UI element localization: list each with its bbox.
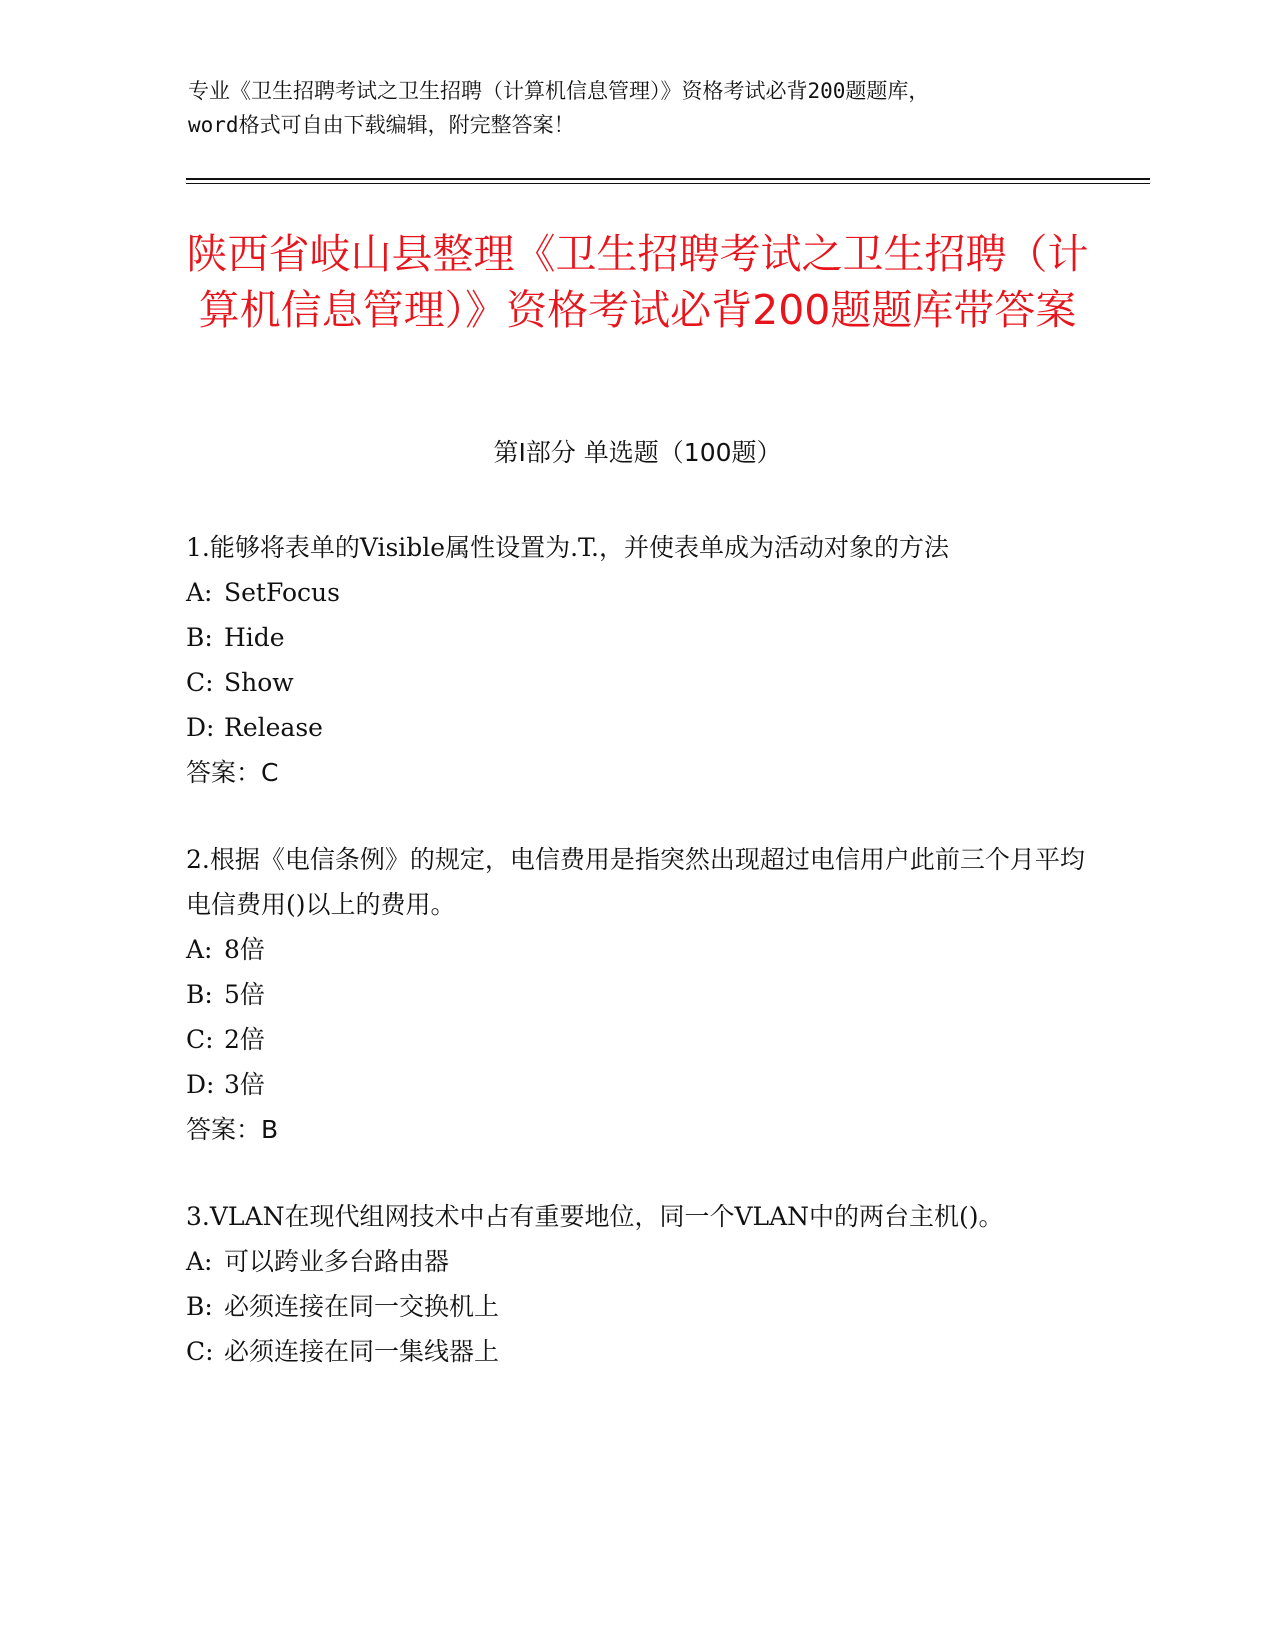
- option-text: 可以跨业多台路由器: [224, 1247, 450, 1276]
- option-b: [186, 1284, 1086, 1329]
- option-text: 8倍: [224, 935, 265, 964]
- option-key: D:: [186, 713, 215, 742]
- option-c: [186, 1017, 1086, 1062]
- header-note: [188, 74, 1088, 142]
- header-rule-thin: [186, 183, 1150, 184]
- option-text: 必须连接在同一交换机上: [224, 1292, 500, 1321]
- option-a: [186, 927, 1086, 972]
- option-text: 必须连接在同一集线器上: [224, 1337, 500, 1366]
- option-key: B:: [186, 1292, 213, 1321]
- option-text: 2倍: [224, 1025, 265, 1054]
- answer: 答案：C: [186, 758, 279, 787]
- option-key: A:: [186, 1247, 213, 1276]
- option-b: [186, 972, 1086, 1017]
- question-stem: 1.能够将表单的Visible属性设置为.T.，并使表单成为活动对象的方法: [186, 533, 949, 562]
- question-list: [186, 525, 1086, 1416]
- option-c: [186, 660, 1086, 705]
- document-title: 陕西省岐山县整理《卫生招聘考试之卫生招聘（计算机信息管理）》资格考试必背200题题库带答案: [186, 230, 1089, 334]
- option-key: B:: [186, 980, 213, 1009]
- option-a: [186, 570, 1086, 615]
- option-key: C:: [186, 668, 214, 697]
- question-stem: 3.VLAN在现代组网技术中占有重要地位，同一个VLAN中的两台主机()。: [186, 1202, 1004, 1231]
- answer: 答案：B: [186, 1115, 279, 1144]
- option-key: A:: [186, 578, 213, 607]
- question-stem: 2.根据《电信条例》的规定，电信费用是指突然出现超过电信用户此前三个月平均电信费用()以上的费用。: [186, 845, 1085, 919]
- option-d: [186, 705, 1086, 750]
- question-3: [186, 1194, 1086, 1374]
- header-note-line-1: 专业《卫生招聘考试之卫生招聘（计算机信息管理）》资格考试必背200题题库，: [188, 79, 930, 103]
- option-key: C:: [186, 1337, 214, 1366]
- question-1: [186, 525, 1086, 795]
- header-note-line-2: word格式可自由下载编辑，附完整答案！: [188, 113, 575, 137]
- option-text: SetFocus: [224, 578, 340, 607]
- option-a: [186, 1239, 1086, 1284]
- option-key: B:: [186, 623, 213, 652]
- option-c: [186, 1329, 1086, 1374]
- option-key: A:: [186, 935, 213, 964]
- option-text: 3倍: [224, 1070, 265, 1099]
- option-text: Release: [224, 713, 323, 742]
- header-rule-thick: [186, 178, 1150, 180]
- option-text: Hide: [224, 623, 285, 652]
- option-text: 5倍: [224, 980, 265, 1009]
- option-b: [186, 615, 1086, 660]
- question-2: [186, 837, 1086, 1152]
- option-text: Show: [224, 668, 294, 697]
- option-d: [186, 1062, 1086, 1107]
- option-key: C:: [186, 1025, 214, 1054]
- option-key: D:: [186, 1070, 215, 1099]
- section-title: 第Ⅰ部分 单选题（100题）: [493, 438, 782, 467]
